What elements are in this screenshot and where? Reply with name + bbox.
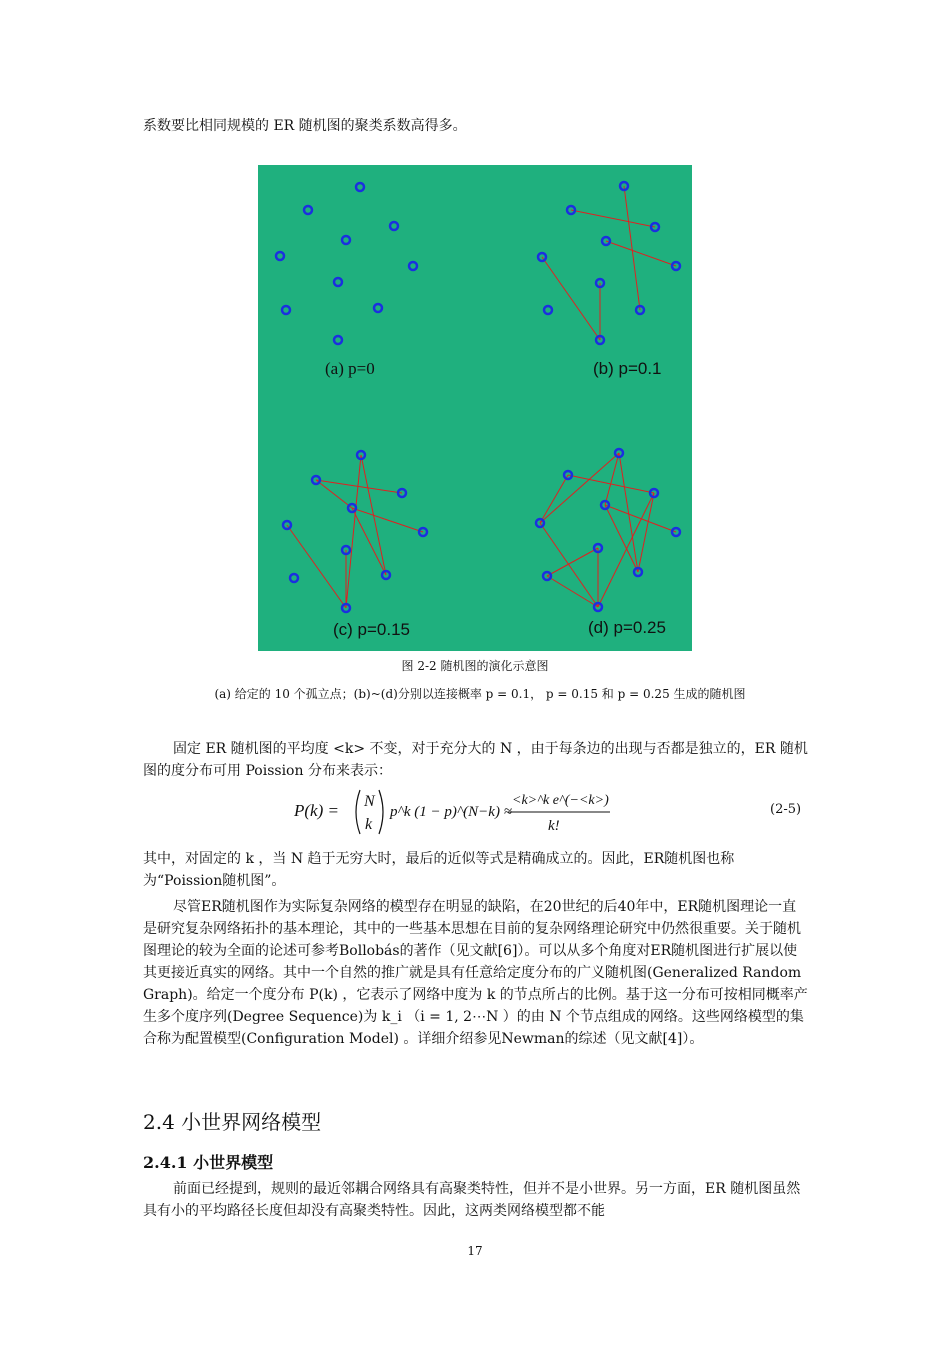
fraction-denominator: k! (548, 818, 560, 834)
figure-subcaption: (a) 给定的 10 个孤立点；(b)~(d)分别以连接概率 p = 0.1， p = 0.15 和 p = 0.25 生成的随机图 (214, 687, 746, 701)
subsection-title: 2.4.1 小世界模型 (143, 1153, 274, 1172)
page-number: 17 (467, 1244, 483, 1258)
figure-background (258, 165, 692, 651)
paragraph-1 (143, 738, 808, 782)
panel-label: (b) p=0.1 (593, 359, 662, 378)
binom-top: N (364, 793, 375, 810)
panel-label: (a) p=0 (325, 359, 375, 378)
random-graph-evolution-figure (258, 165, 692, 651)
figure-svg (258, 165, 692, 651)
paragraph-3-text: 尽管ER随机图作为实际复杂网络的模型存在明显的缺陷，在20世纪的后40年中，ER随机图理论一直是研究复杂网络拓扑的基本理论，其中的一些基本思想在目前的复杂网络理论研究中仍然很重要。关于随机图理论的较为全面的论述可参考Bollobás的著作（见文献[6]）。可以从多个角度对ER随机图进行扩展以使其更接近真实的网络。其中一个自然的推广就是具有任意给定度分布的广义随机图(Generalized Random Graph)。给定一个度分布 P(k) ，它表示了网络中度为 k 的节点所占的比例。基于这一分布可按相同概率产生多个度序列(Degree Sequence)为 k_i （i = 1, 2⋯N ）的由 N 个节点组成的网络。这些网络模型的集合称为配置模型(Configuration Model) 。详细介绍参见Newman的综述（见文献[4]）。 (143, 899, 808, 1047)
panel-label: (d) p=0.25 (588, 618, 666, 637)
section-title: 2.4 小世界网络模型 (143, 1110, 322, 1134)
equation-lhs: P(k) = (294, 801, 339, 820)
panel-label: (c) p=0.15 (333, 620, 411, 639)
binom-bottom: k (365, 816, 373, 833)
intro-line: 系数要比相同规模的 ER 随机图的聚类系数高得多。 (143, 118, 467, 134)
paragraph-1-text: 固定 ER 随机图的平均度 <k> 不变，对于充分大的 N ，由于每条边的出现与否都是独立的，ER 随机图的度分布可用 Poission 分布来表示： (143, 741, 808, 779)
paragraph-4 (143, 1178, 808, 1222)
paragraph-3 (143, 896, 808, 1050)
paragraph-4-text: 前面已经提到，规则的最近邻耦合网络具有高聚类特性，但并不是小世界。另一方面，ER 随机图虽然具有小的平均路径长度但却没有高聚类特性。因此，这两类网络模型都不能 (143, 1181, 801, 1219)
equation-number: (2-5) (770, 802, 802, 817)
paragraph-2-text: 其中，对固定的 k ，当 N 趋于无穷大时，最后的近似等式是精确成立的。因此，ER随机图也称为“Poission随机图”。 (143, 851, 735, 889)
figure-caption: 图 2-2 随机图的演化示意图 (401, 659, 549, 673)
equation-middle: p^k (1 − p)^(N−k) ≈ (390, 804, 512, 820)
fraction-numerator: <k>^k e^(−<k>) (512, 793, 609, 808)
equation-2-5 (290, 782, 670, 842)
paragraph-2 (143, 848, 808, 892)
equation-svg (290, 782, 670, 842)
